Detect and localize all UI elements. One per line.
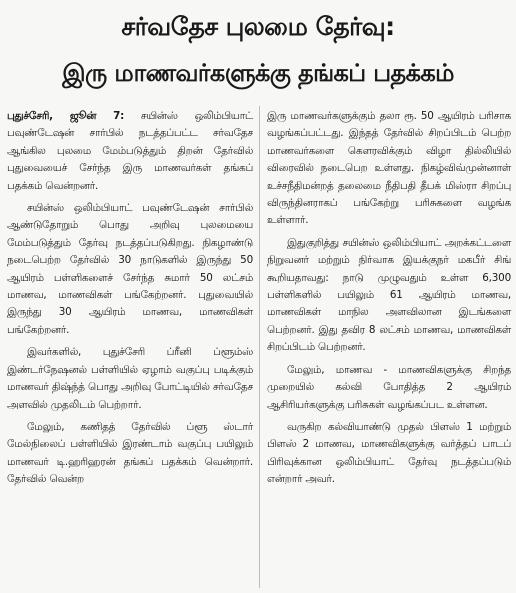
article-right-column (267, 108, 511, 494)
dateline: புதுச்சேரி, ஜூன் 7: (7, 110, 125, 122)
column-divider (259, 106, 260, 588)
headline-line-1: சர்வதேச புலமை தேர்வு: (121, 12, 395, 41)
article-paragraph: மேலும், மாணவ - மாணவிகளுக்கு சிறந்த முறையில் கல்வி போதித்த 2 ஆயிரம் ஆசிரியர்களுக்கு பரிசுகள் வழங்கப்பட உள்ளன. (267, 363, 511, 411)
article-left-column (7, 108, 253, 494)
article-paragraph: இவர்களில், புதுச்சேரி ப்ரீனி ப்ளூம்ஸ் இண்டர்நேஷனல் பள்ளியில் ஏழாம் வகுப்பு படிக்கும் மாணவர் திஷ்ந்த் பொது அறிவு போட்டியில் சர்வதேச அளவில் முதலிடம் பெற்றார். (7, 346, 253, 411)
headline-line-2: இரு மாணவர்களுக்கு தங்கப் பதக்கம் (62, 59, 454, 87)
article-paragraph (7, 108, 253, 195)
paragraph-text: சயின்ஸ் ஒலிம்பியாட் பவுண்டேஷன் சார்பில் நடத்தப்பட்ட சர்வதேச ஆங்கில புலமை மேம்படுத்தும் திறன் தேர்வில் புதுவையைச் சேர்ந்த இரு மாணவர்கள் தங்கப் பதக்கம் வென்றனர். (7, 110, 253, 192)
article-paragraph: இரு மாணவர்களுக்கும் தலா ரூ. 50 ஆயிரம் பரிசாக வழங்கப்பட்டது. இந்தத் தேர்வில் சிறப்பிடம் பெற்ற மாணவர்களை கௌரவிக்கும் விழா தில்லியில் விரைவில் நடைபெற உள்ளது. நிகழ்விவ்முன்னாள் உச்சநீதிமன்றத் தலைமை நீதிபதி தீபக் மிஸ்ரா சிறப்பு விருந்தினராகப் பங்கேற்று பரிசுகளை வழங்க உள்ளார். (267, 110, 511, 227)
article-paragraph: வருகிற கல்வியாண்டு முதல் பிளஸ் 1 மற்றும் பிளஸ் 2 மாணவ, மாணவிகளுக்கு வர்த்தப் பாடப் பிரிவுக்கான ஒலிம்பியாட் தேர்வு நடத்தப்படும் என்றார் அவர். (267, 420, 511, 486)
article-paragraph: மேலும், கணிதத் தேர்வில் ப்ளூ ஸ்டார் மேல்நிலைப் பள்ளியில் இரண்டாம் வகுப்பு பயிலும் மாணவர் டி.ஹரிஹரன் தங்கப் பதக்கம் வென்றார். தேர்வில் வென்ற (7, 420, 253, 486)
article-paragraph: சயின்ஸ் ஒலிம்பியாட் பவுண்டேஷன் சார்பில் ஆண்டுதோறும் பொது அறிவு புலமையை மேம்படுத்தும் தேர்வு நடத்தப்படுகிறது. நிகழாண்டு நடைபெற்ற தேர்வில் 30 நாடுகளில் இருந்து 50 ஆயிரம் பள்ளிகளைச் சேர்ந்த சுமார் 50 லட்சம் மாணவ, மாணவிகள் பங்கேற்றனர். புதுவையில் இருந்து 30 ஆயிரம் மாணவ, மாணவிகள் பங்கேற்றனர். (7, 202, 253, 336)
article-paragraph: இதுகுறித்து சயின்ஸ் ஒலிம்பியாட் அறக்கட்டளை நிறுவனர் மற்றும் நிர்வாக இயக்குநர் மகபீர் சிங் கூறியதாவது: நாடு முழுவதும் உள்ள 6,300 பள்ளிகளில் பயிலும் 61 ஆயிரம் மாணவ, மாணவிகள் மாநில அளவிலான இடங்களை பெற்றனர். இது தவிர 8 லட்சம் மாணவ, மாணவிகள் சிறப்பிடம் பெற்றனர். (267, 236, 511, 354)
